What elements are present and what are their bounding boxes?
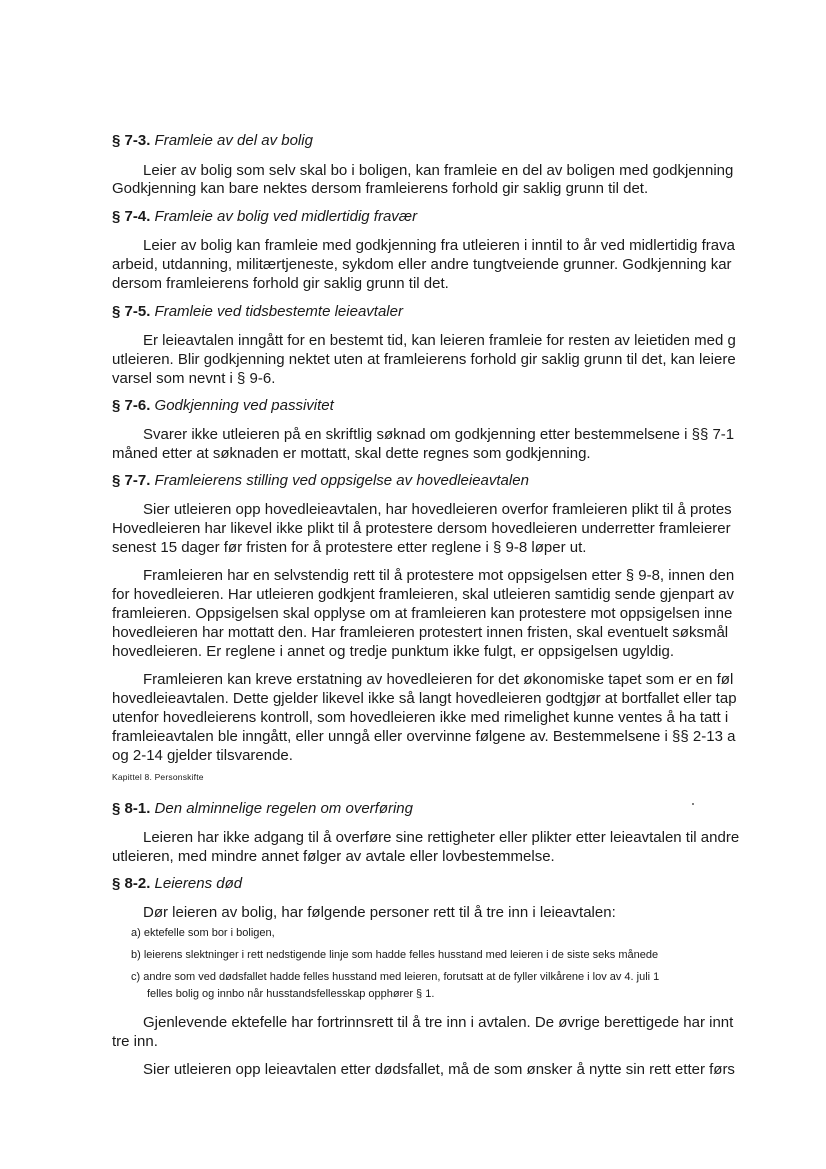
text-line: Sier utleieren opp leieavtalen etter dødsfallet, må de som ønsker å nytte sin rett etter førs [143,1061,735,1078]
text-line: hovedleieren. Er reglene i annet og tredje punktum ikke fulgt, er oppsigelsen ugyldig. [112,643,675,660]
section-heading-8-1: § 8-1. Den alminnelige regelen om overføring [112,800,413,817]
text-line: tre inn. [112,1033,158,1050]
text-line: hovedleieren har mottatt den. Har framleieren protestert innen fristen, skal eventuelt søksmål [112,624,729,641]
section-heading-7-3: § 7-3. Framleie av del av bolig [112,132,313,149]
list-item-a: a) ektefelle som bor i boligen, [131,927,275,939]
text-line: og 2-14 gjelder tilsvarende. [112,747,293,764]
text-line: arbeid, utdanning, militærtjeneste, sykdom eller andre tungtveiende grunner. Godkjenning kar [112,256,732,273]
text-line: framleieren. Oppsigelsen skal opplyse om at framleieren kan protestere mot oppsigelsen inne [112,605,733,622]
list-item-c: c) andre som ved dødsfallet hadde felles husstand med leieren, forutsatt at de fyller vilkårene i lov av 4. juli 1 [131,971,660,983]
text-line: Leieren har ikke adgang til å overføre sine rettigheter eller plikter etter leieavtalen til andre [143,829,740,846]
list-item-c-continued: felles bolig og innbo når husstandsfellesskap opphører § 1. [147,988,435,1000]
text-line: varsel som nevnt i § 9-6. [112,370,276,387]
text-line: Framleieren har en selvstendig rett til å protestere mot oppsigelsen etter § 9-8, innen den [143,567,735,584]
text-line: for hovedleieren. Har utleieren godkjent framleieren, skal utleieren samtidig sende gjenpart av [112,586,735,603]
text-line: Leier av bolig som selv skal bo i boligen, kan framleie en del av boligen med godkjenning [143,162,734,179]
chapter-note: Kapittel 8. Personskifte [112,772,204,782]
section-heading-7-5: § 7-5. Framleie ved tidsbestemte leieavtaler [112,303,403,320]
text-line: dersom framleierens forhold gir saklig grunn til det. [112,275,449,292]
text-line: utleieren, med mindre annet følger av avtale eller lovbestemmelse. [112,848,555,865]
text-line: senest 15 dager før fristen for å protestere etter reglene i § 9-8 løper ut. [112,539,587,556]
list-item-b: b) leierens slektninger i rett nedstigende linje som hadde felles husstand med leieren i de siste seks månede [131,949,659,961]
scan-speck [692,803,694,805]
section-heading-8-2: § 8-2. Leierens død [112,875,243,892]
text-line: Er leieavtalen inngått for en bestemt tid, kan leieren framleie for resten av leietiden med g [143,332,736,349]
section-heading-7-6: § 7-6. Godkjenning ved passivitet [112,397,334,414]
text-line: Hovedleieren har likevel ikke plikt til å protestere dersom hovedleieren underretter framleierer [112,520,731,537]
text-line: Leier av bolig kan framleie med godkjenning fra utleieren i inntil to år ved midlertidig frava [143,237,735,254]
text-line: hovedleieavtalen. Dette gjelder likevel ikke så langt hovedleieren godtgjør at bortfallet eller tap [112,690,737,707]
text-line: utleieren. Blir godkjenning nektet uten at framleierens forhold gir saklig grunn til det, kan leiere [112,351,736,368]
text-line: Godkjenning kan bare nektes dersom framleierens forhold gir saklig grunn til det. [112,180,649,197]
section-heading-7-7: § 7-7. Framleierens stilling ved oppsigelse av hovedleieavtalen [112,472,529,489]
text-line: utenfor hovedleierens kontroll, som hovedleieren ikke med rimelighet kunne ventes å ha tatt i [112,709,729,726]
text-line: Sier utleieren opp hovedleieavtalen, har hovedleieren overfor framleieren plikt til å protes [143,501,732,518]
text-line: Gjenlevende ektefelle har fortrinnsrett til å tre inn i avtalen. De øvrige berettigede har innt [143,1014,734,1031]
text-line: Framleieren kan kreve erstatning av hovedleieren for det økonomiske tapet som er en føl [143,671,734,688]
text-line: måned etter at søknaden er mottatt, skal dette regnes som godkjenning. [112,445,591,462]
text-line: Svarer ikke utleieren på en skriftlig søknad om godkjenning etter bestemmelsene i §§ 7-1 [143,426,735,443]
section-heading-7-4: § 7-4. Framleie av bolig ved midlertidig fravær [112,208,418,225]
text-line: Dør leieren av bolig, har følgende personer rett til å tre inn i leieavtalen: [143,904,616,921]
text-line: framleieavtalen ble inngått, eller unngå eller overvinne følgene av. Bestemmelsene i §§ 2-13 a [112,728,736,745]
